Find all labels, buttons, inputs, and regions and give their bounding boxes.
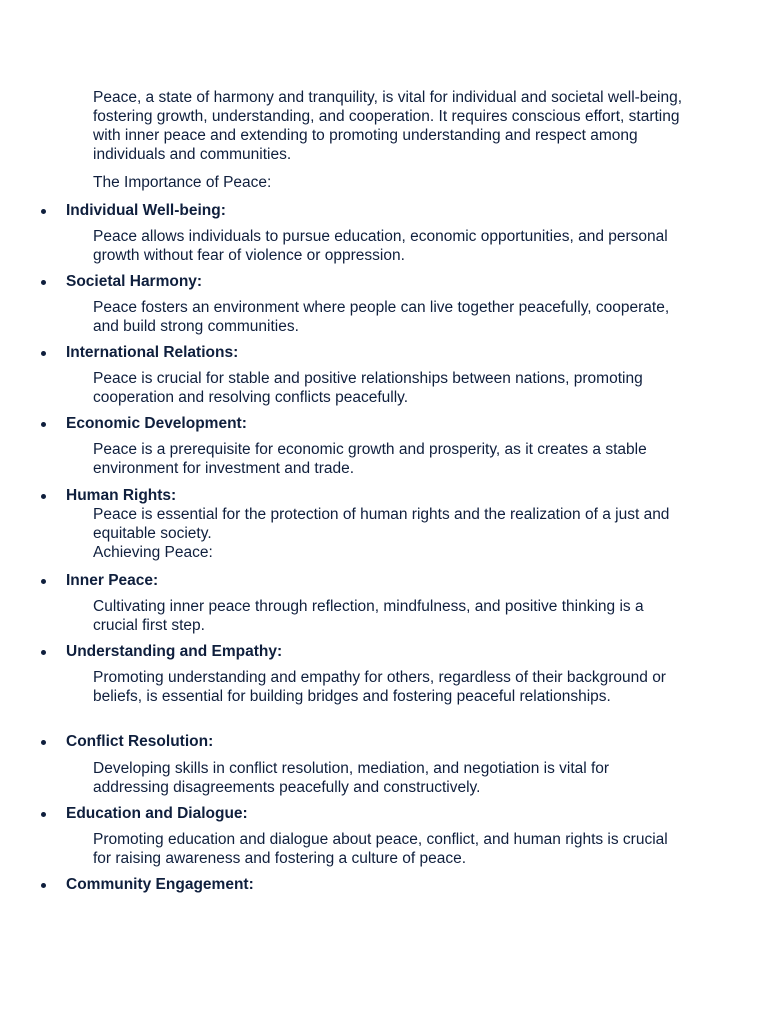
list-item-title: Community Engagement: — [66, 876, 254, 893]
list-item-title: International Relations: — [66, 344, 239, 361]
list-item-description: Peace fosters an environment where people can live together peacefully, cooperate, and build strong communities. — [93, 299, 670, 335]
bullet-icon — [41, 812, 46, 817]
list-item-description: Peace allows individuals to pursue education, economic opportunities, and personal growth without fear of violence or oppression. — [93, 228, 668, 264]
bullet-icon — [41, 883, 46, 888]
list-item-title: Individual Well-being: — [66, 202, 226, 219]
bullet-icon — [41, 650, 46, 655]
section-heading-achieving: Achieving Peace: — [93, 544, 213, 561]
bullet-icon — [41, 351, 46, 356]
list-item-title: Societal Harmony: — [66, 273, 203, 290]
bullet-icon — [41, 422, 46, 427]
list-item-title: Economic Development: — [66, 415, 247, 432]
list-item-title: Understanding and Empathy: — [66, 643, 283, 660]
list-item-title: Human Rights: — [66, 487, 177, 504]
bullet-icon — [41, 280, 46, 285]
bullet-icon — [41, 209, 46, 214]
list-item-description: Peace is essential for the protection of human rights and the realization of a just and equitable society. — [93, 506, 670, 542]
bullet-icon — [41, 579, 46, 584]
list-item-description: Promoting education and dialogue about peace, conflict, and human rights is crucial for raising awareness and fostering a culture of peace. — [93, 831, 668, 867]
intro-paragraph: Peace, a state of harmony and tranquility, is vital for individual and societal well-being, fostering growth, understanding, and cooperation. It requires conscious effort, starting with inner peace and extending to promoting understanding and respect among individuals and communities. — [93, 89, 683, 163]
list-item-description: Peace is crucial for stable and positive relationships between nations, promoting cooperation and resolving conflicts peacefully. — [93, 370, 643, 406]
list-item-description: Promoting understanding and empathy for others, regardless of their background or beliefs, is essential for building bridges and fostering peaceful relationships. — [93, 669, 666, 705]
bullet-icon — [41, 494, 46, 499]
list-item-title: Education and Dialogue: — [66, 805, 248, 822]
list-item-description: Peace is a prerequisite for economic growth and prosperity, as it creates a stable environment for investment and trade. — [93, 441, 647, 477]
list-item-title: Inner Peace: — [66, 572, 159, 589]
list-item-title: Conflict Resolution: — [66, 733, 214, 750]
list-item-description: Developing skills in conflict resolution, mediation, and negotiation is vital for addressing disagreements peacefully and constructively. — [93, 760, 610, 796]
list-item-description: Cultivating inner peace through reflection, mindfulness, and positive thinking is a crucial first step. — [93, 598, 644, 634]
bullet-icon — [41, 740, 46, 745]
section-heading-importance: The Importance of Peace: — [93, 174, 272, 191]
